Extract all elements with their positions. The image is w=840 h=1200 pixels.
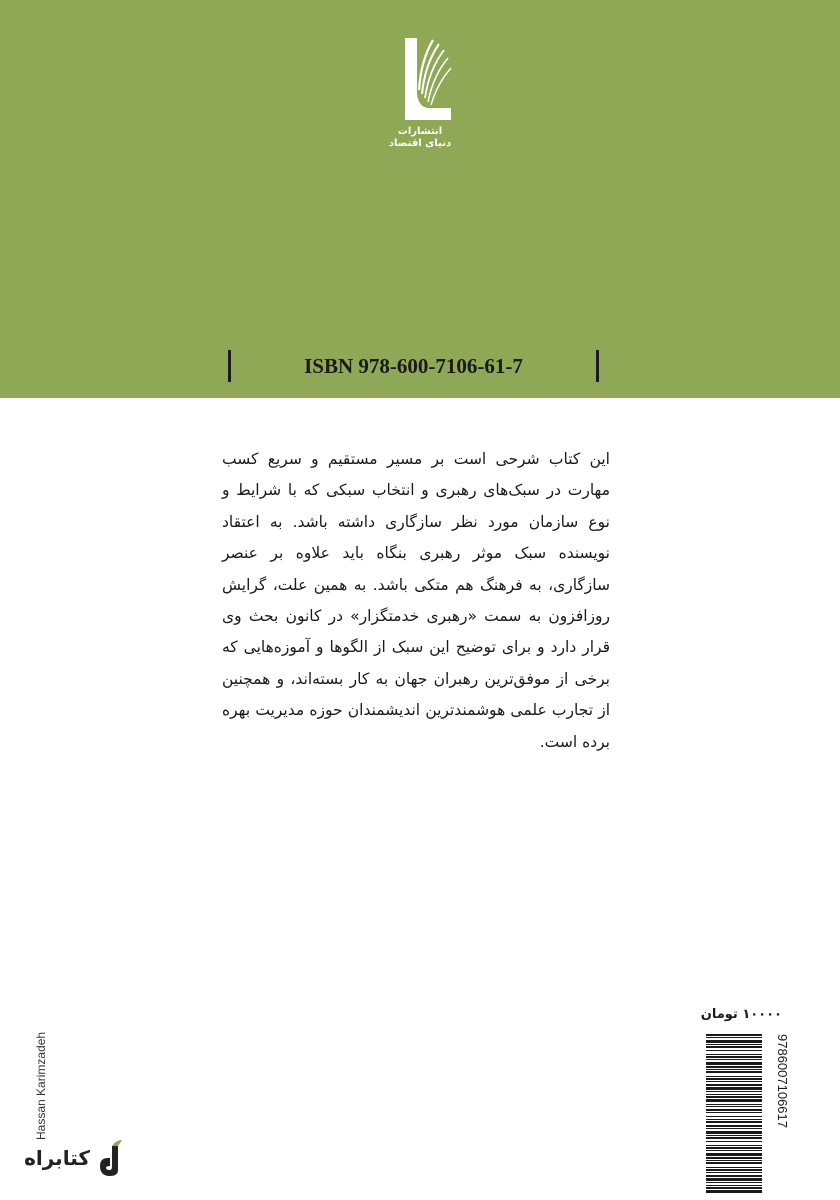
book-fan-icon bbox=[385, 34, 455, 124]
barcode-bar bbox=[706, 1106, 762, 1107]
barcode-bar bbox=[706, 1182, 762, 1183]
barcode-bar bbox=[706, 1044, 762, 1045]
barcode-bar bbox=[706, 1141, 762, 1142]
barcode-bar bbox=[706, 1084, 762, 1086]
barcode-bar bbox=[706, 1040, 762, 1043]
ketabrah-logo-icon bbox=[94, 1138, 124, 1178]
barcode-bar bbox=[706, 1078, 762, 1080]
barcode-bar bbox=[706, 1172, 762, 1173]
barcode-bar bbox=[706, 1116, 762, 1117]
ketabrah-label: کتابراه bbox=[24, 1146, 90, 1170]
back-cover-blurb: این کتاب شرحی است بر مسیر مستقیم و سریع کسب مهارت در سبک‌های رهبری و انتخاب سبکی که با شرایط و نوع سازمان مورد نظر سازگاری داشته باشد. به اعتقاد نویسنده سبک موثر رهبری بنگاه باید علاوه بر عنصر سازگاری، به فرهنگ هم متکی باشد. به همین علت، گرایش روزافزون به سمت «رهبری خدمتگزار» در کانون بحث وی قرار دارد و برای توضیح این سبک از الگوها و آموزه‌هایی که برخی از موفق‌ترین رهبران جهان به کار بسته‌اند، و همچنین از تجارب علمی هوشمندترین اندیشمندان حوزه مدیریت بهره برده است. bbox=[222, 450, 610, 751]
barcode-bar bbox=[706, 1081, 762, 1082]
barcode-bar bbox=[706, 1135, 762, 1136]
barcode-bar bbox=[706, 1091, 762, 1092]
barcode-bar bbox=[706, 1147, 762, 1149]
barcode-bar bbox=[706, 1066, 762, 1068]
barcode-bar bbox=[706, 1119, 762, 1120]
barcode-bar bbox=[706, 1076, 762, 1077]
cover-designer-credit: Hassan Karimzadeh bbox=[34, 1031, 48, 1140]
barcode-bar bbox=[706, 1153, 762, 1156]
publisher-line-2: دنیای اقتصاد bbox=[388, 138, 452, 149]
barcode-bar bbox=[706, 1087, 762, 1090]
barcode-bar bbox=[706, 1069, 762, 1070]
barcode-bar bbox=[706, 1046, 762, 1048]
barcode-bar bbox=[706, 1096, 762, 1098]
barcode-bar bbox=[706, 1054, 762, 1055]
barcode-bar bbox=[706, 1125, 762, 1127]
barcode-bar bbox=[706, 1094, 762, 1095]
barcode-bar bbox=[706, 1071, 762, 1073]
barcode-bar bbox=[706, 1050, 762, 1051]
barcode-bar bbox=[706, 1145, 762, 1146]
barcode-bar bbox=[706, 1162, 762, 1164]
publisher-line-1: انتشارات bbox=[397, 126, 443, 137]
barcode-bar bbox=[706, 1128, 762, 1129]
barcode-bar bbox=[706, 1187, 762, 1189]
barcode-bar bbox=[706, 1160, 762, 1161]
price-label: ۱۰۰۰۰ تومان bbox=[700, 1007, 782, 1022]
barcode-bar bbox=[706, 1150, 762, 1151]
barcode-bar bbox=[706, 1104, 762, 1105]
barcode-bar bbox=[706, 1137, 762, 1139]
barcode-bar bbox=[706, 1112, 762, 1113]
ketabrah-watermark bbox=[14, 1138, 124, 1182]
publisher-name bbox=[385, 126, 455, 150]
barcode-bar bbox=[706, 1059, 762, 1060]
barcode-bar bbox=[706, 1131, 762, 1134]
barcode-bar bbox=[706, 1062, 762, 1065]
barcode-bar bbox=[706, 1121, 762, 1123]
barcode-bar bbox=[706, 1034, 762, 1036]
barcode-bar bbox=[706, 1178, 762, 1181]
barcode-number: 9786007106617 bbox=[775, 1034, 790, 1128]
isbn-right-rule bbox=[596, 350, 599, 382]
barcode-bar bbox=[706, 1169, 762, 1171]
barcode-bar bbox=[706, 1167, 762, 1168]
isbn-text: ISBN 978-600-7106-61-7 bbox=[304, 354, 523, 378]
barcode-bar bbox=[706, 1037, 762, 1038]
barcode-bar bbox=[706, 1157, 762, 1159]
barcode-bar bbox=[706, 1175, 762, 1177]
barcode-bar bbox=[706, 1190, 762, 1193]
publisher-logo bbox=[385, 34, 455, 154]
barcode-bar bbox=[706, 1099, 762, 1102]
barcode-bar bbox=[706, 1185, 762, 1186]
barcode-bar bbox=[706, 1056, 762, 1058]
barcode bbox=[706, 1032, 790, 1198]
barcode-bar bbox=[706, 1109, 762, 1111]
